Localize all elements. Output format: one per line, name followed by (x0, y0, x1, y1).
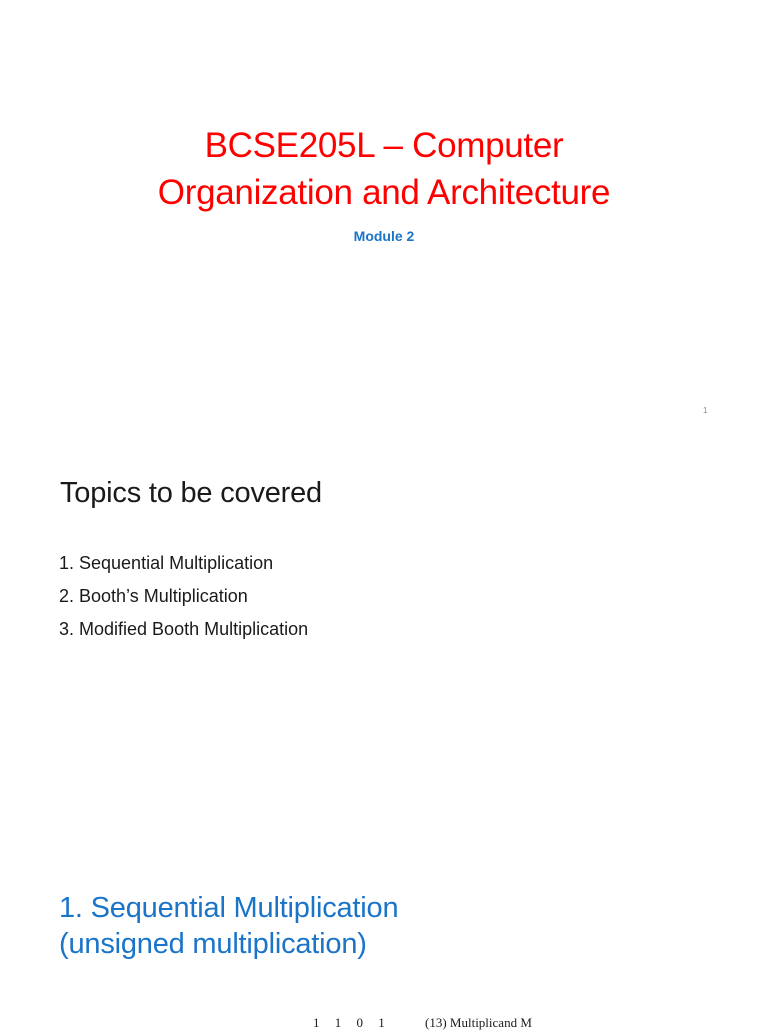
topics-heading: Topics to be covered (60, 477, 322, 509)
course-title-line2: Organization and Architecture (157, 173, 611, 212)
section-heading-line2: (unsigned multiplication) (59, 928, 367, 960)
module-label: Module 2 (353, 228, 415, 244)
slide-topics (0, 432, 768, 864)
slide-title (0, 0, 768, 432)
course-title-line1: BCSE205L – Computer (204, 126, 564, 165)
page-number: 1 (703, 406, 708, 415)
topic-item: 2. Booth’s Multiplication (59, 586, 248, 606)
multiplicand-label: (13) Multiplicand M (425, 1015, 532, 1030)
topic-item: 3. Modified Booth Multiplication (59, 619, 309, 639)
multiplicand-row (0, 1015, 768, 1035)
topics-list (59, 547, 308, 646)
section-heading-line1: 1. Sequential Multiplication (59, 892, 399, 924)
multiplicand-bits: 1 1 0 1 (313, 1015, 391, 1030)
slide-sequential-multiplication (0, 864, 768, 1030)
topic-item: 1. Sequential Multiplication (59, 553, 274, 573)
